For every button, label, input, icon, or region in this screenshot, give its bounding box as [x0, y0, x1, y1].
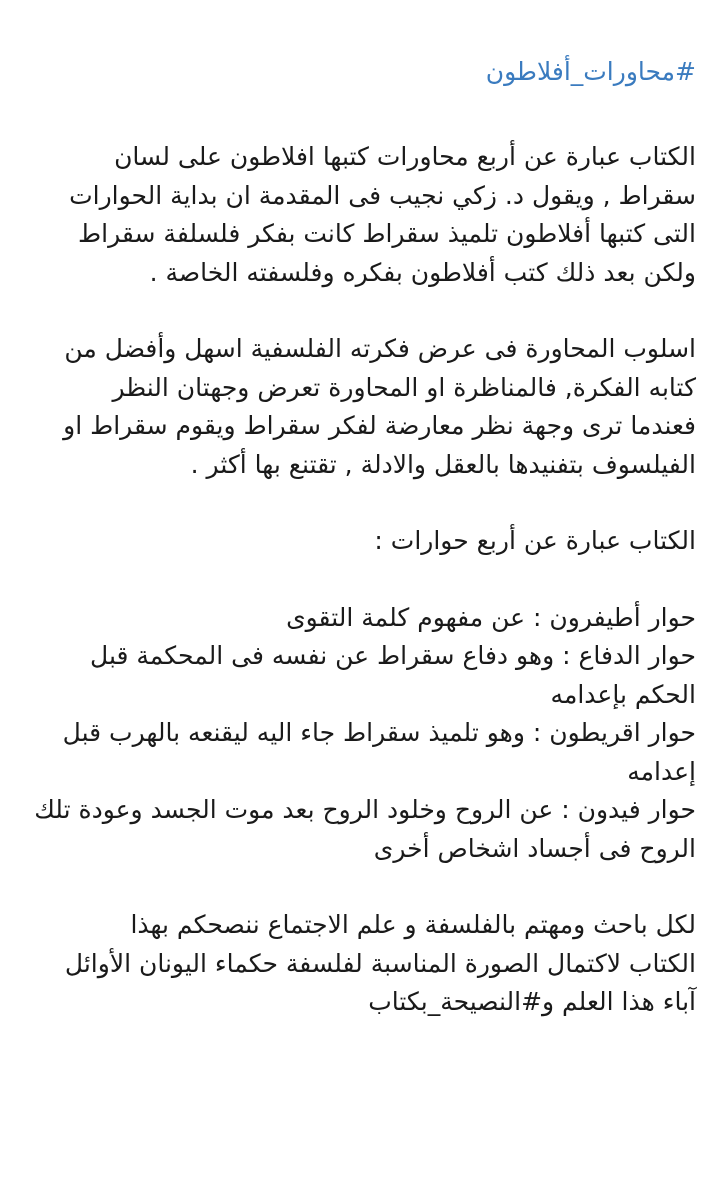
closing-line: الكتاب لاكتمال الصورة المناسبة لفلسفة حكماء اليونان الأوائل	[64, 948, 696, 978]
dialogue-crito: حوار اقريطون : وهو تلميذ سقراط جاء اليه ليقنعه بالهرب قبل إعدامه	[62, 718, 696, 786]
closing-paragraph	[22, 906, 696, 1022]
hashtag-link-book-advice[interactable]: #النصيحة_بكتاب	[368, 987, 543, 1016]
intro-line: سقراط , ويقول د. زكي نجيب فى المقدمة ان بداية الحوارات	[69, 180, 696, 210]
dialogues-list	[22, 599, 696, 869]
style-line: كتابه الفكرة, فالمناظرة او المحاورة تعرض وجهتان النظر	[112, 372, 696, 402]
closing-line-last	[22, 983, 696, 1022]
closing-text: آباء هذا العلم و	[542, 987, 696, 1016]
hashtag-header	[22, 48, 696, 96]
style-paragraph	[22, 330, 696, 484]
dialogue-apology: حوار الدفاع : وهو دفاع سقراط عن نفسه فى المحكمة قبل الحكم بإعدامه	[90, 641, 696, 709]
hashtag-link-plato-dialogues[interactable]: #محاورات_أفلاطون	[485, 57, 696, 86]
intro-line: التى كتبها أفلاطون تلميذ سقراط كانت بفكر فلسلفة سقراط	[78, 219, 696, 248]
intro-line: ولكن بعد ذلك كتب أفلاطون بفكره وفلسفته الخاصة .	[149, 257, 696, 287]
intro-paragraph	[22, 138, 696, 292]
dialogues-heading: الكتاب عبارة عن أربع حوارات :	[374, 526, 696, 555]
dialogue-phaedo: حوار فيدون : عن الروح وخلود الروح بعد موت الجسد وعودة تلك الروح فى أجساد اشخاص أخرى	[34, 795, 696, 863]
style-line: فعندما ترى وجهة نظر معارضة لفكر سقراط ويقوم سقراط او	[63, 411, 696, 440]
dialogue-euthyphro: حوار أطيفرون : عن مفهوم كلمة التقوى	[286, 602, 696, 632]
closing-line: لكل باحث ومهتم بالفلسفة و علم الاجتماع ننصحكم بهذا	[130, 910, 696, 939]
intro-line: الكتاب عبارة عن أربع محاورات كتبها افلاطون على لسان	[114, 142, 696, 171]
style-line: اسلوب المحاورة فى عرض فكرته الفلسفية اسهل وأفضل من	[64, 334, 696, 363]
style-line: الفيلسوف بتفنيدها بالعقل والادلة , تقتنع بها أكثر .	[190, 449, 696, 479]
